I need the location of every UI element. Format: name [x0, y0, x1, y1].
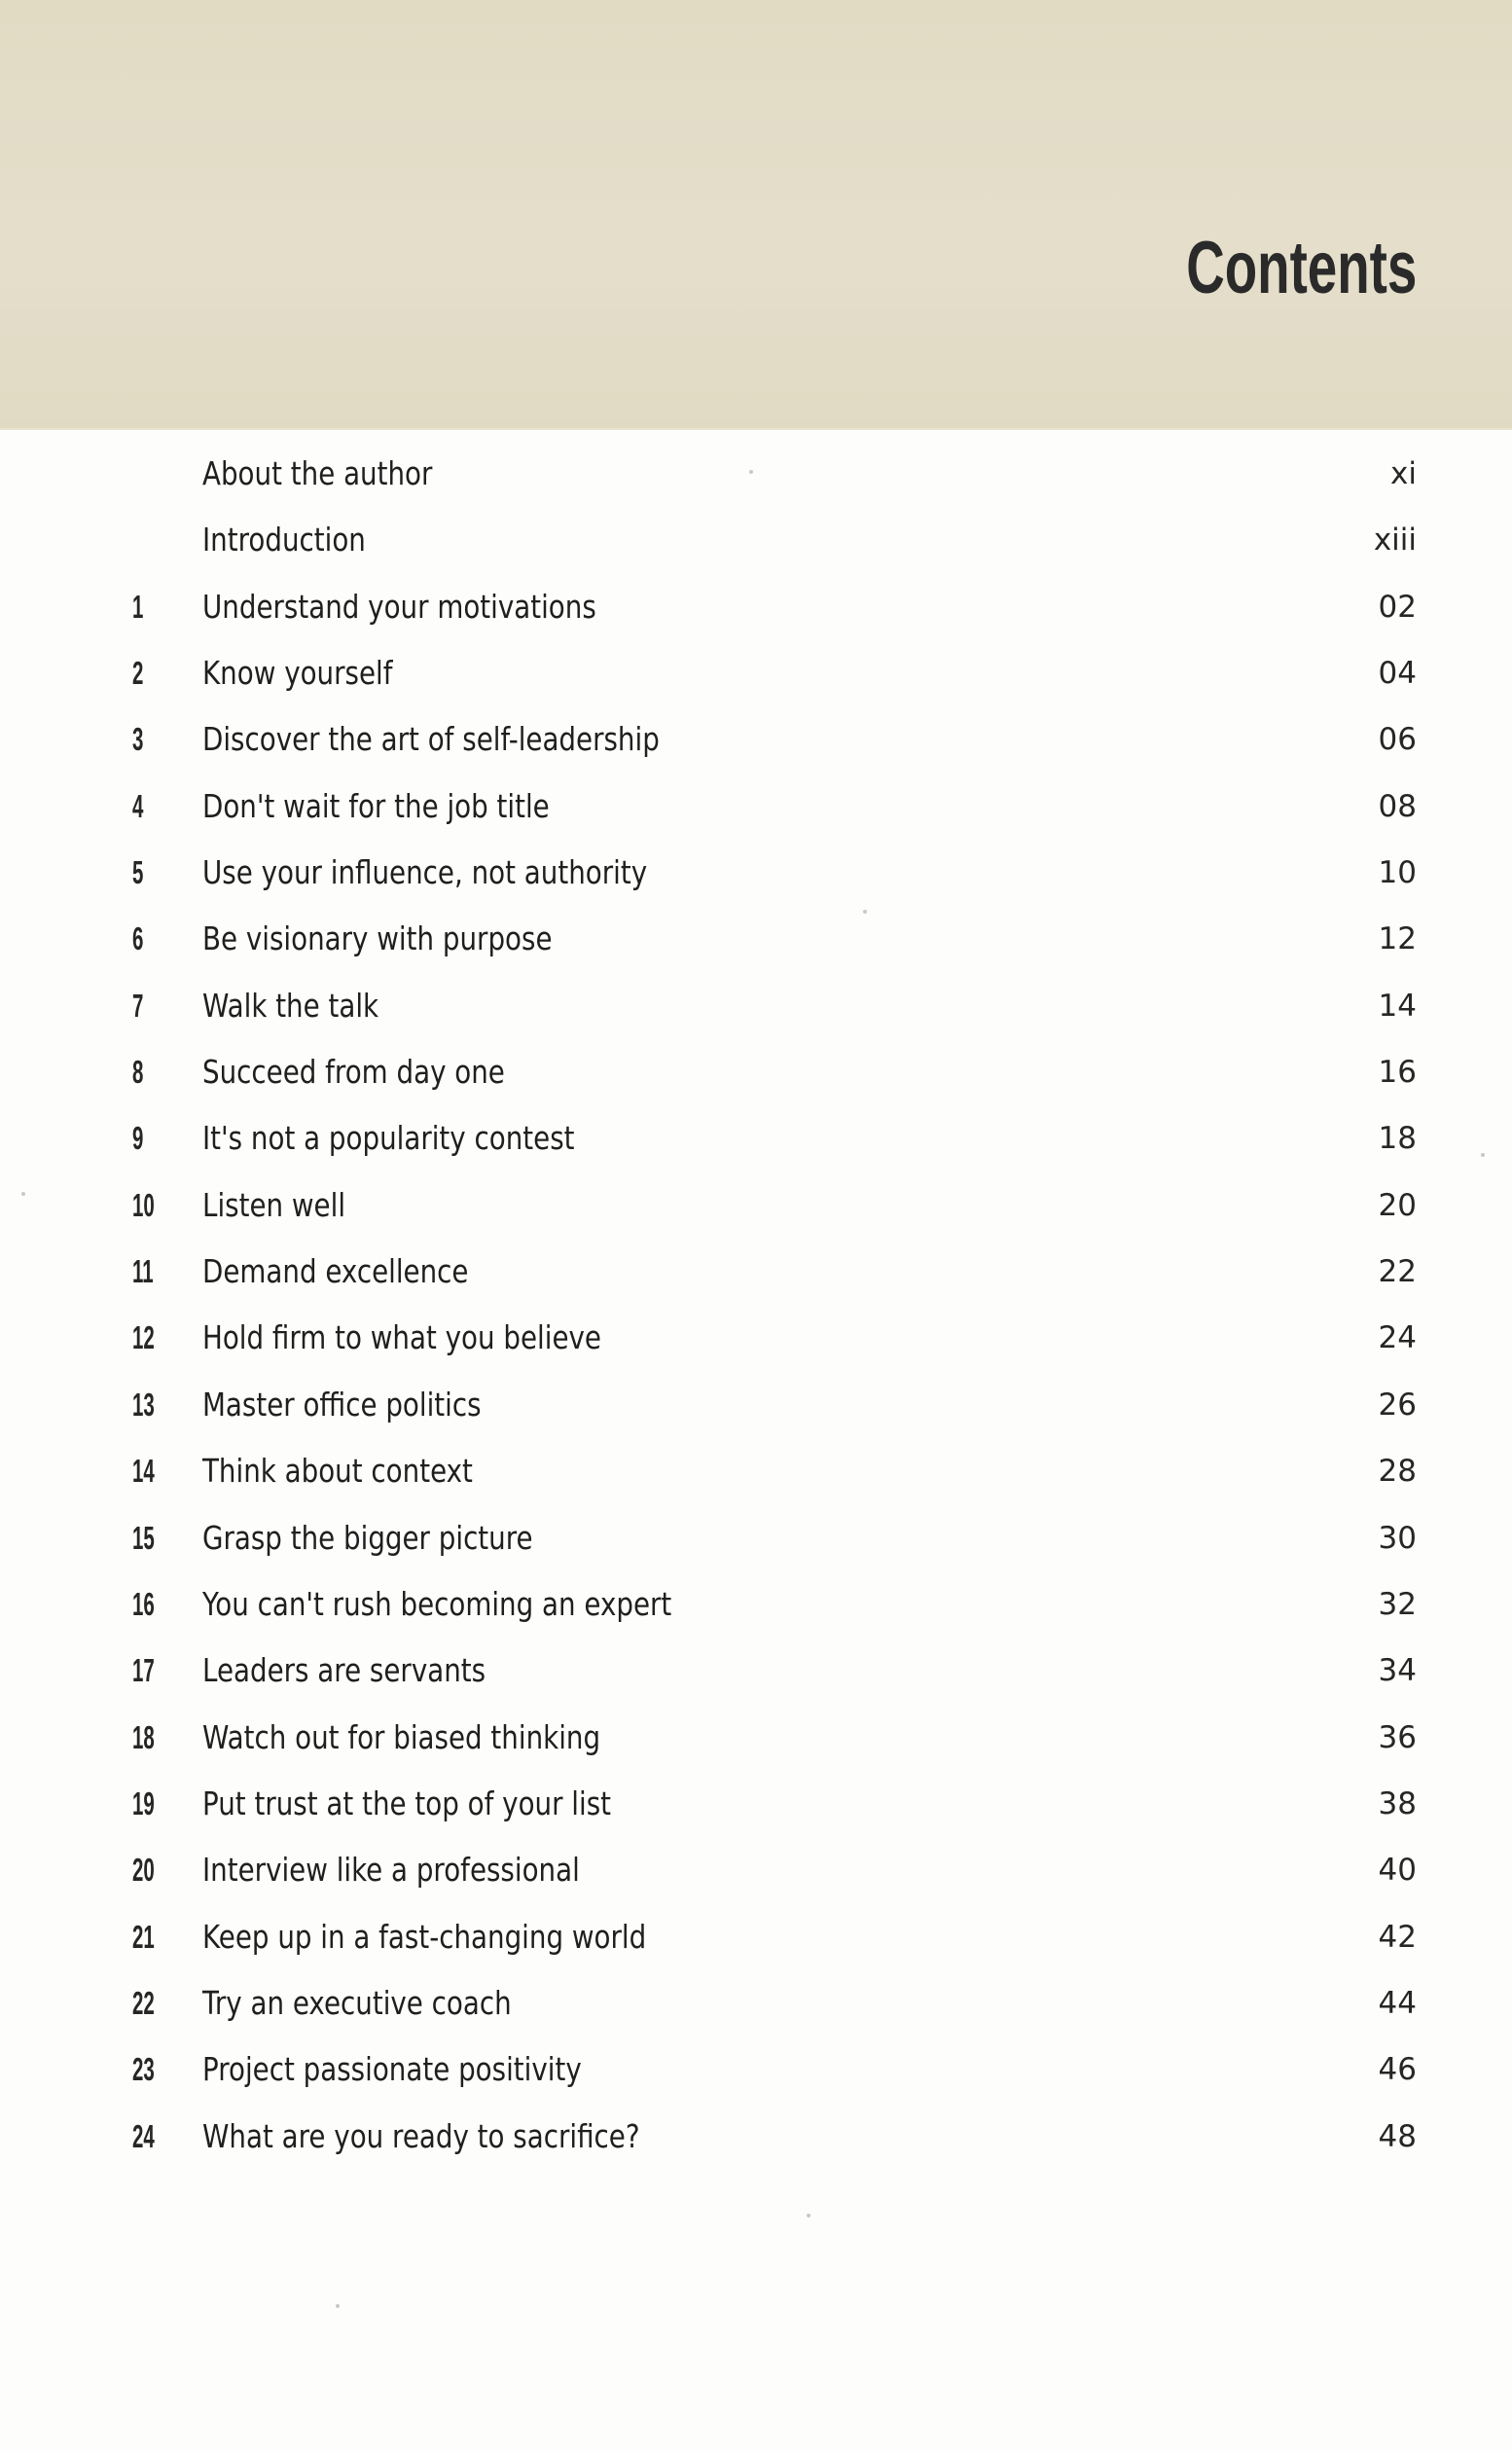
toc-entry-title: Demand excellence	[202, 1252, 469, 1291]
header-band	[0, 0, 1512, 430]
toc-entry-chapter-5[interactable]	[0, 840, 1512, 906]
toc-entry-title: Project passionate positivity	[202, 2050, 582, 2089]
toc-entry-page: 36	[1378, 1719, 1417, 1755]
toc-entry-page: 32	[1378, 1586, 1417, 1622]
toc-entry-title: Interview like a professional	[202, 1851, 580, 1890]
scan-speck	[336, 2304, 340, 2308]
toc-entry-number: 10	[132, 1186, 155, 1223]
toc-entry-chapter-17[interactable]	[0, 1638, 1512, 1704]
toc-entry-page: 28	[1378, 1454, 1417, 1490]
toc-entry-page: 12	[1378, 921, 1417, 957]
toc-entry-title: Be visionary with purpose	[202, 919, 553, 958]
toc-entry-chapter-9[interactable]	[0, 1105, 1512, 1171]
toc-entry-page: 22	[1378, 1254, 1417, 1290]
toc-entry-page: 24	[1378, 1320, 1417, 1356]
toc-entry-page: 20	[1378, 1187, 1417, 1223]
toc-entry-chapter-3[interactable]	[0, 706, 1512, 773]
toc-entry-number: 5	[132, 854, 144, 891]
toc-entry-chapter-24[interactable]	[0, 2104, 1512, 2170]
toc-entry-number: 19	[132, 1784, 155, 1821]
toc-entry-number: 20	[132, 1852, 155, 1889]
toc-entry-number: 16	[132, 1585, 155, 1622]
toc-entry-chapter-15[interactable]	[0, 1505, 1512, 1571]
toc-entry-number: 1	[132, 588, 144, 625]
toc-entry-title: Master office politics	[202, 1385, 482, 1424]
toc-entry-chapter-21[interactable]	[0, 1904, 1512, 1970]
toc-entry-title: Walk the talk	[202, 986, 379, 1025]
toc-entry-title: Watch out for biased thinking	[202, 1717, 601, 1756]
toc-entry-number: 13	[132, 1386, 155, 1423]
toc-list	[0, 441, 1512, 2170]
toc-entry-title: Think about context	[202, 1452, 473, 1491]
toc-entry-title: Hold firm to what you believe	[202, 1318, 601, 1357]
toc-entry-title: Don't wait for the job title	[202, 786, 550, 825]
toc-entry-number: 17	[132, 1652, 155, 1689]
toc-entry-page: 14	[1378, 988, 1417, 1024]
toc-entry-page: 40	[1378, 1853, 1417, 1889]
toc-entry-page: 02	[1378, 589, 1417, 625]
toc-entry-chapter-4[interactable]	[0, 774, 1512, 840]
toc-entry-number: 14	[132, 1453, 155, 1490]
toc-entry-number: 11	[132, 1253, 154, 1290]
toc-entry-page: 10	[1378, 855, 1417, 891]
toc-entry-chapter-22[interactable]	[0, 1970, 1512, 2036]
toc-entry-chapter-8[interactable]	[0, 1039, 1512, 1105]
toc-entry-page: 48	[1378, 2118, 1417, 2154]
toc-entry-page: 30	[1378, 1520, 1417, 1556]
toc-entry-chapter-1[interactable]	[0, 574, 1512, 640]
toc-entry-page: 08	[1378, 788, 1417, 824]
toc-entry-title: Keep up in a fast-changing world	[202, 1917, 647, 1956]
toc-entry-title: Understand your motivations	[202, 587, 596, 626]
toc-entry-title: It's not a popularity contest	[202, 1119, 575, 1158]
toc-entry-page: 26	[1378, 1387, 1417, 1423]
toc-entry-page: 18	[1378, 1121, 1417, 1157]
toc-entry-chapter-6[interactable]	[0, 906, 1512, 972]
toc-entry-number: 2	[132, 655, 144, 692]
toc-entry-title: Listen well	[202, 1185, 346, 1224]
toc-entry-chapter-10[interactable]	[0, 1172, 1512, 1239]
toc-entry-introduction[interactable]	[0, 507, 1512, 573]
toc-entry-page: 42	[1378, 1919, 1417, 1955]
toc-entry-chapter-20[interactable]	[0, 1837, 1512, 1903]
toc-entry-page: 38	[1378, 1785, 1417, 1821]
toc-entry-page: xi	[1390, 456, 1417, 491]
toc-entry-number: 21	[132, 1918, 155, 1955]
toc-entry-chapter-19[interactable]	[0, 1771, 1512, 1837]
toc-entry-chapter-14[interactable]	[0, 1438, 1512, 1504]
toc-entry-number: 3	[132, 721, 144, 758]
toc-entry-chapter-2[interactable]	[0, 640, 1512, 706]
toc-entry-chapter-16[interactable]	[0, 1571, 1512, 1638]
toc-entry-number: 8	[132, 1054, 144, 1091]
toc-entry-chapter-23[interactable]	[0, 2036, 1512, 2103]
toc-entry-title: Discover the art of self-leadership	[202, 720, 660, 759]
toc-entry-title: You can't rush becoming an expert	[202, 1584, 672, 1623]
toc-entry-title: Know yourself	[202, 654, 393, 693]
toc-entry-chapter-7[interactable]	[0, 973, 1512, 1039]
toc-entry-number: 12	[132, 1319, 155, 1356]
toc-entry-chapter-11[interactable]	[0, 1239, 1512, 1305]
toc-entry-chapter-12[interactable]	[0, 1305, 1512, 1371]
toc-entry-page: xiii	[1373, 523, 1417, 559]
toc-entry-number: 4	[132, 787, 144, 824]
toc-entry-title: Grasp the bigger picture	[202, 1518, 533, 1557]
toc-entry-number: 6	[132, 920, 144, 957]
toc-entry-title: Try an executive coach	[202, 1983, 512, 2022]
toc-entry-number: 7	[132, 987, 144, 1024]
toc-entry-number: 22	[132, 1984, 155, 2021]
scan-speck	[1481, 1153, 1485, 1157]
toc-entry-title: Put trust at the top of your list	[202, 1784, 612, 1822]
toc-entry-page: 46	[1378, 2052, 1417, 2088]
toc-entry-about-the-author[interactable]	[0, 441, 1512, 507]
toc-entry-number: 9	[132, 1120, 144, 1157]
toc-entry-chapter-13[interactable]	[0, 1372, 1512, 1438]
toc-entry-page: 34	[1378, 1653, 1417, 1689]
scan-speck	[863, 910, 867, 914]
toc-entry-title: Introduction	[202, 521, 366, 559]
scan-speck	[807, 2214, 810, 2217]
toc-entry-title: Leaders are servants	[202, 1651, 486, 1690]
toc-entry-page: 06	[1378, 722, 1417, 758]
scan-speck	[21, 1192, 25, 1196]
page-title: Contents	[1185, 227, 1417, 309]
toc-entry-chapter-18[interactable]	[0, 1705, 1512, 1771]
toc-entry-number: 18	[132, 1718, 155, 1755]
toc-entry-page: 44	[1378, 1985, 1417, 2021]
toc-entry-number: 15	[132, 1519, 155, 1556]
toc-entry-title: Use your influence, not authority	[202, 853, 648, 892]
scan-speck	[749, 470, 753, 474]
toc-entry-page: 04	[1378, 656, 1417, 692]
toc-entry-number: 23	[132, 2051, 155, 2088]
toc-entry-page: 16	[1378, 1055, 1417, 1091]
toc-entry-number: 24	[132, 2117, 155, 2154]
toc-entry-title: About the author	[202, 454, 433, 492]
toc-entry-title: Succeed from day one	[202, 1053, 505, 1092]
toc-entry-title: What are you ready to sacrifice?	[202, 2116, 640, 2155]
